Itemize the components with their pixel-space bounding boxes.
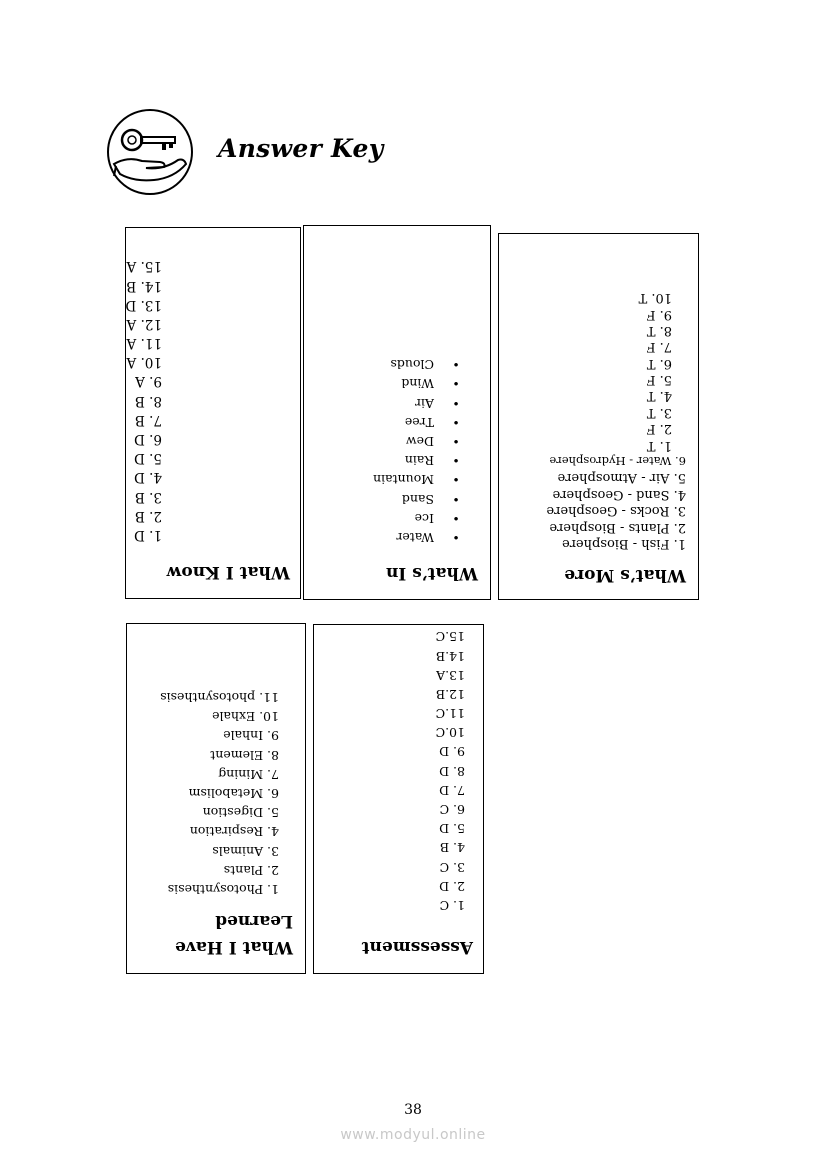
list-item: 8. B <box>134 392 162 409</box>
list-item: 10.C <box>435 725 465 741</box>
list-item: 8. D <box>439 763 465 779</box>
list-item: 3. Animals <box>212 843 279 859</box>
list-item: 1. C <box>439 898 465 913</box>
list-item: 11. A <box>126 335 162 352</box>
watermark: www.modyul.online <box>340 1127 486 1143</box>
whats-in-box <box>303 225 491 600</box>
list-item: 9. Inhale <box>223 728 279 744</box>
list-item: 6. C <box>439 802 465 818</box>
list-item: 1. Photosynthesis <box>167 882 279 897</box>
whats-more-heading: What’s More <box>564 565 686 585</box>
whats-more-list <box>499 289 686 551</box>
list-item: 10. T <box>638 290 672 306</box>
list-item: 12. A <box>126 315 162 332</box>
list-item: 4. D <box>134 469 162 486</box>
list-item: •Dew <box>405 434 460 450</box>
learned-heading-line2: Learned <box>215 911 293 931</box>
answer-key-logo-icon <box>106 108 194 196</box>
list-item: •Ice <box>414 510 460 526</box>
list-item: •Water <box>396 530 460 545</box>
list-item: 5. D <box>134 450 162 467</box>
list-item: 14. B <box>126 277 162 294</box>
learned-list <box>127 688 293 899</box>
list-item: 5. Air - Atmosphere <box>557 470 686 486</box>
list-item: 9. A <box>135 373 162 390</box>
list-item: 10. Exhale <box>212 709 279 725</box>
list-item: 6. Water - Hydrosphere <box>549 454 686 469</box>
list-item: •Tree <box>404 414 460 430</box>
list-item: 2. B <box>134 507 162 524</box>
assessment-heading: Assessment <box>361 937 473 957</box>
list-item: 15. A <box>126 258 162 275</box>
list-item: 8. Element <box>210 747 279 763</box>
list-item: 3. B <box>134 488 162 505</box>
whats-more-box <box>498 233 699 600</box>
list-item: •Wind <box>401 376 460 392</box>
list-item: 11. photosynthesis <box>160 690 279 706</box>
list-item: 9. F <box>646 306 672 322</box>
assessment-box <box>313 624 484 974</box>
list-item: 4. Respiration <box>189 824 279 840</box>
list-item: •Air <box>414 395 460 411</box>
list-item: •Sand <box>401 491 460 507</box>
list-item: 1. D <box>134 527 162 543</box>
list-item: 3. C <box>439 859 465 875</box>
list-item: 5. Digestion <box>202 805 279 821</box>
list-item: •Rain <box>404 453 460 469</box>
list-item: 4. T <box>646 388 672 404</box>
list-item: 2. Plants - Biosphere <box>549 519 686 535</box>
list-item: •Clouds <box>390 357 460 373</box>
list-item: 7. F <box>646 339 672 355</box>
what-i-have-learned-box <box>126 623 306 974</box>
list-item: 1. Fish - Biosphere <box>562 536 686 551</box>
what-i-know-list <box>126 256 290 544</box>
what-i-know-heading: What I Know <box>166 562 290 582</box>
list-item: 13.A <box>436 667 465 683</box>
list-item: 12.B <box>435 686 465 702</box>
list-item: 5. D <box>439 821 465 837</box>
whats-in-heading: What’s In <box>385 563 478 583</box>
learned-heading-line1: What I Have <box>175 937 293 957</box>
list-item: 3. Rocks - Geosphere <box>546 503 686 519</box>
list-item: 13. D <box>125 296 162 313</box>
list-item: 11.C <box>435 706 465 722</box>
list-item: 3. T <box>646 404 672 420</box>
list-item: 5. F <box>646 372 672 388</box>
what-i-know-box <box>125 227 301 599</box>
list-item: 1. T <box>646 437 672 453</box>
list-item: 2. Plants <box>223 862 279 878</box>
list-item: 8. T <box>646 322 672 338</box>
page-number: 38 <box>404 1102 422 1118</box>
assessment-list <box>314 627 473 915</box>
list-item: 6. T <box>646 355 672 371</box>
list-item: 6. Metabolism <box>188 786 279 802</box>
list-item: 6. D <box>134 431 162 448</box>
list-item: 7. Mining <box>218 766 279 782</box>
list-item: 4. B <box>439 840 465 856</box>
list-item: 4. Sand - Geosphere <box>552 486 686 502</box>
list-item: 15.C <box>435 629 465 645</box>
list-item: 2. F <box>646 421 672 437</box>
list-item: 2. D <box>439 878 465 894</box>
list-item: 14.B <box>435 648 465 664</box>
whats-in-list <box>304 355 478 547</box>
page-title: Answer Key <box>218 134 384 163</box>
list-item: •Mountain <box>373 472 460 488</box>
list-item: 10. A <box>126 354 162 371</box>
list-item: 9. D <box>439 744 465 760</box>
list-item: 7. B <box>134 411 162 428</box>
list-item: 7. D <box>439 782 465 798</box>
